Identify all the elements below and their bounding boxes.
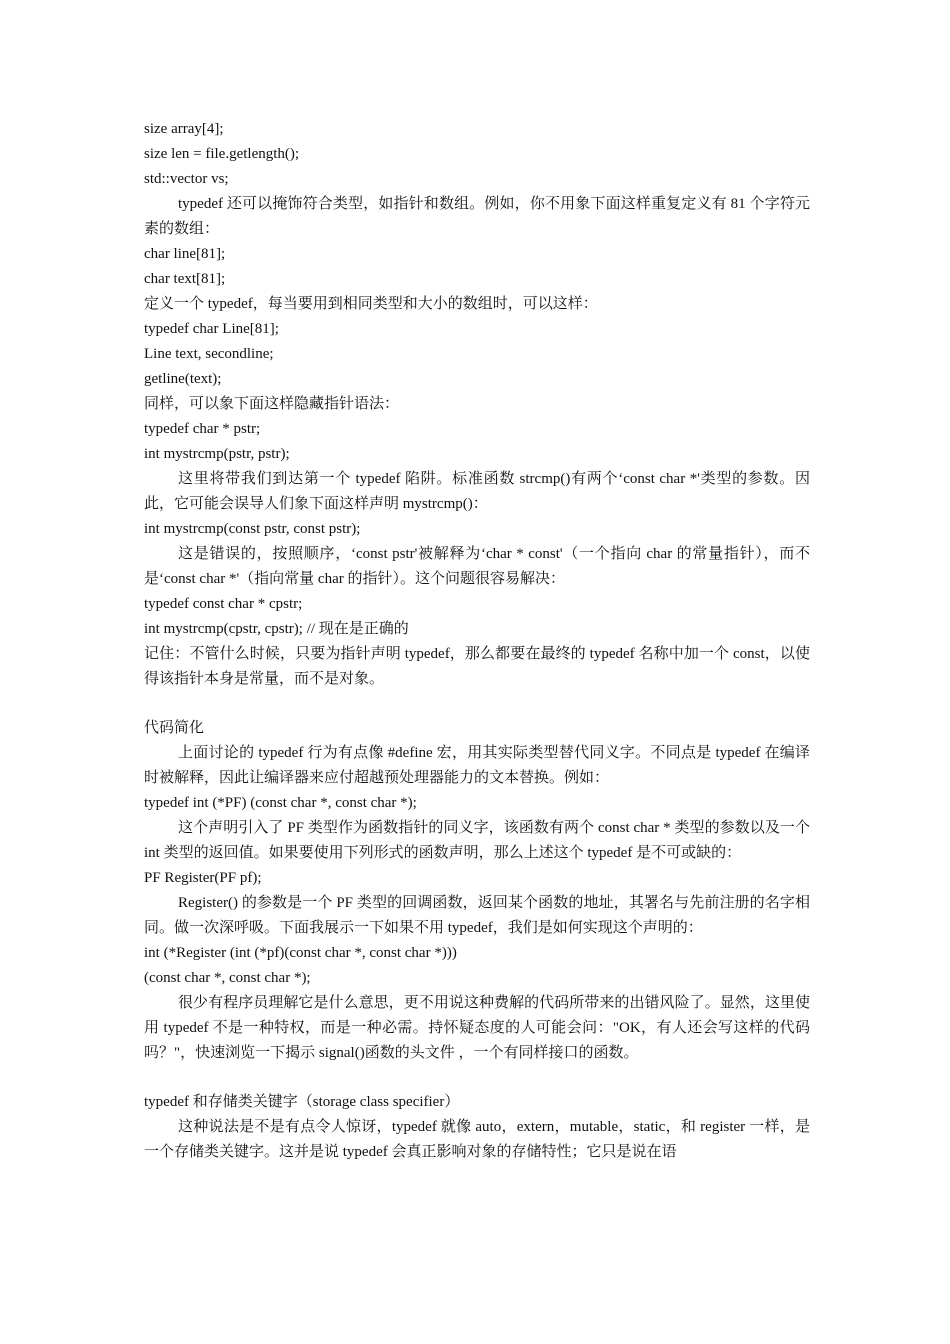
code-line: size array[4];: [144, 121, 224, 137]
section-heading: 代码简化: [144, 720, 205, 736]
paragraph-spacer: [144, 692, 810, 716]
body-paragraph: 这里将带我们到达第一个 typedef 陷阱。标准函数 strcmp()有两个‘const char *'类型的参数。因此，它可能会误导人们象下面这样声明 mystrcmp()：: [144, 471, 810, 512]
code-line: int mystrcmp(pstr, pstr);: [144, 446, 290, 462]
body-paragraph: 这种说法是不是有点令人惊讶，typedef 就像 auto，extern，mutable，static，和 register 一样，是一个存储类关键字。这并是说 typedef 会真正影响对象的存储特性；它只是说在语: [144, 1119, 810, 1160]
body-paragraph: 记住：不管什么时候，只要为指针声明 typedef，那么都要在最终的 typedef 名称中加一个 const，以使得该指针本身是常量，而不是对象。: [144, 646, 810, 687]
code-line: 同样，可以象下面这样隐藏指针语法：: [144, 396, 400, 412]
body-paragraph: Register() 的参数是一个 PF 类型的回调函数，返回某个函数的地址，其署名与先前注册的名字相同。做一次深呼吸。下面我展示一下如果不用 typedef，我们是如何实现这个声明的：: [144, 895, 810, 936]
code-line: int mystrcmp(const pstr, const pstr);: [144, 521, 361, 537]
section-heading: typedef 和存储类关键字（storage class specifier）: [144, 1094, 460, 1110]
code-line: std::vector vs;: [144, 171, 229, 187]
code-line: int mystrcmp(cpstr, cpstr); // 现在是正确的: [144, 621, 409, 637]
code-line: size len = file.getlength();: [144, 146, 300, 162]
code-line: typedef char * pstr;: [144, 421, 261, 437]
code-line: char text[81];: [144, 271, 226, 287]
code-line: char line[81];: [144, 246, 226, 262]
body-paragraph: typedef 还可以掩饰符合类型，如指针和数组。例如，你不用象下面这样重复定义有 81 个字符元素的数组：: [144, 196, 810, 237]
code-line: typedef int (*PF) (const char *, const char *);: [144, 795, 417, 811]
code-line: int (*Register (int (*pf)(const char *, const char *))): [144, 945, 457, 961]
code-line: typedef char Line[81];: [144, 321, 279, 337]
body-paragraph: 很少有程序员理解它是什么意思，更不用说这种费解的代码所带来的出错风险了。显然，这里使用 typedef 不是一种特权，而是一种必需。持怀疑态度的人可能会问："OK，有人还会写这样的代码吗？"，快速浏览一下揭示 signal()函数的头文件 ，一个有同样接口的函数。: [144, 995, 810, 1061]
code-line: PF Register(PF pf);: [144, 870, 262, 886]
body-paragraph: 上面讨论的 typedef 行为有点像 #define 宏，用其实际类型替代同义字。不同点是 typedef 在编译时被解释，因此让编译器来应付超越预处理器能力的文本替换。例如：: [144, 745, 810, 786]
body-paragraph: 这个声明引入了 PF 类型作为函数指针的同义字，该函数有两个 const char * 类型的参数以及一个 int 类型的返回值。如果要使用下列形式的函数声明，那么上述这个 typedef 是不可或缺的：: [144, 820, 810, 861]
code-line: 定义一个 typedef，每当要用到相同类型和大小的数组时，可以这样：: [144, 296, 598, 312]
code-line: (const char *, const char *);: [144, 970, 311, 986]
paragraph-spacer: [144, 1066, 810, 1090]
code-line: getline(text);: [144, 371, 222, 387]
code-line: typedef const char * cpstr;: [144, 596, 303, 612]
code-line: Line text, secondline;: [144, 346, 274, 362]
body-paragraph: 这是错误的，按照顺序，‘const pstr'被解释为‘char * const'（一个指向 char 的常量指针），而不是‘const char *'（指向常量 char 的指针）。这个问题很容易解决：: [144, 546, 810, 587]
document-body: [144, 117, 810, 1165]
